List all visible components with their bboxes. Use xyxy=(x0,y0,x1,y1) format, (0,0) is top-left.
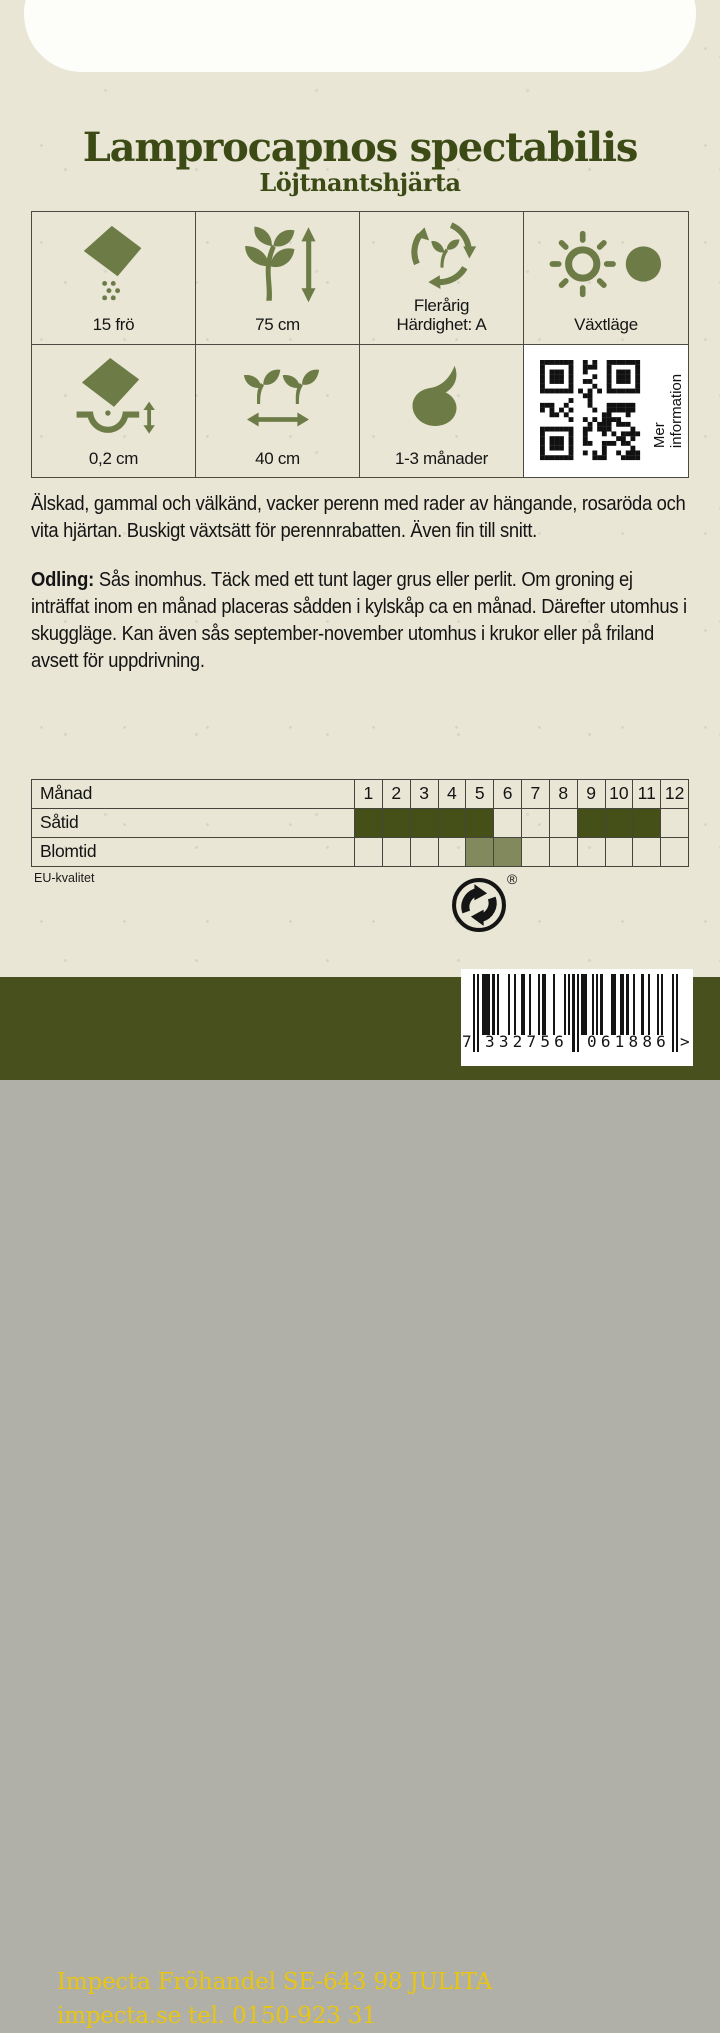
calendar-cell-blomtid-5 xyxy=(465,838,493,866)
calendar-month-12: 12 xyxy=(660,780,688,808)
calendar-month-3: 3 xyxy=(410,780,438,808)
calendar-cell-blomtid-8 xyxy=(549,838,577,866)
barcode-bar xyxy=(542,974,546,1035)
spec-label: Flerårig Härdighet: A xyxy=(396,295,487,335)
barcode-bar xyxy=(538,974,540,1035)
calendar-cell-såtid-12 xyxy=(660,809,688,837)
barcode-bar xyxy=(592,974,594,1035)
spec-cell-seed-count xyxy=(32,212,196,345)
barcode-bar xyxy=(572,974,574,1052)
barcode-bar xyxy=(641,974,643,1035)
calendar-cell-blomtid-11 xyxy=(632,838,660,866)
barcode-digits-right: 061886 xyxy=(587,1032,670,1051)
barcode-bar xyxy=(648,974,650,1035)
calendar-cell-blomtid-10 xyxy=(605,838,633,866)
calendar-month-1: 1 xyxy=(354,780,382,808)
spec-label: 75 cm xyxy=(255,315,300,335)
quality-note: EU-kvalitet xyxy=(34,871,95,885)
calendar-cell-blomtid-1 xyxy=(354,838,382,866)
qr-code xyxy=(540,360,640,460)
barcode-bar xyxy=(477,974,479,1052)
calendar-cell-såtid-3 xyxy=(410,809,438,837)
perennial-icon xyxy=(360,212,523,296)
barcode-bar xyxy=(497,974,499,1035)
barcode-bar xyxy=(521,974,525,1035)
footer-contact: impecta.se tel. 0150-923 31 xyxy=(57,2003,377,2029)
calendar-header-label: Månad xyxy=(40,783,93,803)
calendar-cell-såtid-9 xyxy=(577,809,605,837)
barcode-bar xyxy=(577,974,579,1052)
spec-label: 0,2 cm xyxy=(88,448,139,468)
barcode-bar xyxy=(473,974,475,1052)
calendar-cell-blomtid-7 xyxy=(521,838,549,866)
sowing-depth-icon xyxy=(32,345,195,449)
barcode-bar xyxy=(600,974,602,1035)
calendar-cell-blomtid-6 xyxy=(493,838,521,866)
barcode-bar xyxy=(564,974,566,1035)
spec-label: 1-3 månader xyxy=(394,448,489,468)
spec-cell-qr xyxy=(524,345,688,478)
barcode-end-mark: > xyxy=(680,1032,690,1051)
calendar-cell-såtid-11 xyxy=(632,809,660,837)
calendar-cell-såtid-6 xyxy=(493,809,521,837)
barcode-bar xyxy=(529,974,531,1035)
barcode-bar xyxy=(514,974,516,1035)
germination-icon xyxy=(360,345,523,449)
barcode-bar xyxy=(482,974,491,1035)
spec-cell-germination xyxy=(360,345,524,478)
calendar-month-9: 9 xyxy=(577,780,605,808)
spec-cell-perennial xyxy=(360,212,524,345)
calendar-month-11: 11 xyxy=(632,780,660,808)
footer-address: Impecta Fröhandel SE-643 98 JULITA impecta.se tel. 0150-923 31 xyxy=(57,1969,492,2029)
barcode-digits-left: 332756 xyxy=(485,1032,568,1051)
spec-cell-sowing-depth xyxy=(32,345,196,478)
calendar-header-row xyxy=(32,780,688,808)
barcode-bar xyxy=(661,974,663,1035)
description-text: Älskad, gammal och välkänd, vacker perenn med rader av hängande, rosaröda och vita hjärtan. Buskigt växtsätt för perennrabatten. Även fin till snitt. xyxy=(31,493,686,542)
calendar-cell-blomtid-2 xyxy=(382,838,410,866)
spec-label: 15 frö xyxy=(92,315,135,335)
calendar-cell-såtid-4 xyxy=(438,809,466,837)
cultivation-label: Odling: xyxy=(31,569,95,591)
page-subtitle: Löjtnantshjärta xyxy=(259,168,461,197)
plant-spacing-icon xyxy=(196,345,359,449)
calendar-cell-blomtid-4 xyxy=(438,838,466,866)
spec-label: Växtläge xyxy=(574,315,638,335)
barcode-bar xyxy=(568,974,570,1035)
calendar-cell-blomtid-12 xyxy=(660,838,688,866)
calendar-month-7: 7 xyxy=(521,780,549,808)
cultivation-text: Odling: Sås inomhus. Täck med ett tunt lager grus eller perlit. Om groning ej inträffat inom en månad placeras sådden i kylskåp ca en månad. Därefter utomhus i skuggläge. Kan även sås september-november utomhus i krukor eller på friland avsett för uppdrivning. xyxy=(31,569,687,672)
calendar-row-blomtid xyxy=(32,837,688,866)
barcode-bar xyxy=(672,974,674,1052)
barcode-bar xyxy=(581,974,587,1035)
calendar-month-6: 6 xyxy=(493,780,521,808)
calendar-cell-blomtid-9 xyxy=(577,838,605,866)
calendar-cell-såtid-10 xyxy=(605,809,633,837)
barcode-bar xyxy=(611,974,615,1035)
barcode-bar xyxy=(553,974,555,1035)
barcode-bar xyxy=(633,974,635,1035)
page-title: Lamprocapnos spectabilis xyxy=(82,124,638,171)
spec-grid xyxy=(31,211,689,478)
calendar-month-5: 5 xyxy=(465,780,493,808)
qr-caption: Mer information xyxy=(651,373,685,448)
barcode-digit-first: 7 xyxy=(462,1032,472,1051)
registered-trademark: ® xyxy=(507,871,518,887)
barcode-bar xyxy=(620,974,624,1035)
calendar-month-2: 2 xyxy=(382,780,410,808)
barcode xyxy=(461,969,693,1066)
barcode-bar xyxy=(596,974,598,1035)
sowing-calendar xyxy=(31,779,689,867)
barcode-bar xyxy=(676,974,678,1052)
calendar-cell-såtid-2 xyxy=(382,809,410,837)
spec-cell-height xyxy=(196,212,360,345)
spec-cell-light xyxy=(524,212,688,345)
barcode-bar xyxy=(508,974,510,1035)
calendar-month-10: 10 xyxy=(605,780,633,808)
packet-top-flap xyxy=(24,0,696,72)
calendar-month-8: 8 xyxy=(549,780,577,808)
green-dot-icon xyxy=(450,876,508,934)
sun-icon xyxy=(524,212,688,315)
calendar-row-såtid xyxy=(32,808,688,837)
calendar-cell-såtid-1 xyxy=(354,809,382,837)
seed-packet-icon xyxy=(32,212,195,315)
spec-cell-spacing xyxy=(196,345,360,478)
barcode-bar xyxy=(626,974,628,1035)
spec-label: 40 cm xyxy=(255,448,300,468)
calendar-cell-blomtid-3 xyxy=(410,838,438,866)
calendar-cell-såtid-7 xyxy=(521,809,549,837)
barcode-bar xyxy=(657,974,659,1035)
plant-height-icon xyxy=(196,212,359,315)
barcode-bar xyxy=(492,974,494,1035)
calendar-cell-såtid-8 xyxy=(549,809,577,837)
calendar-cell-såtid-5 xyxy=(465,809,493,837)
calendar-month-4: 4 xyxy=(438,780,466,808)
calendar-row-label: Såtid xyxy=(40,812,79,832)
barcode-bars xyxy=(461,969,693,1066)
calendar-row-label: Blomtid xyxy=(40,841,97,861)
